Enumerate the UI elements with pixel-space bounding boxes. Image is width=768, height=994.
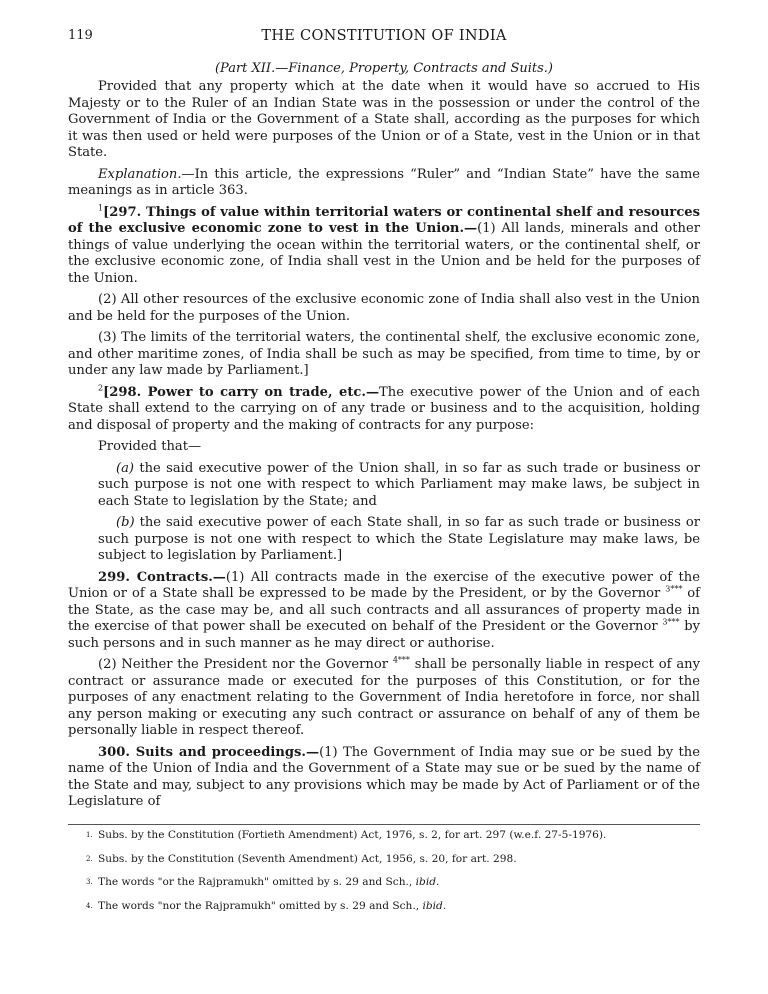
article-298-heading: [298. Power to carry on trade, etc.— [103, 384, 380, 400]
footnote-text: Subs. by the Constitution (Seventh Amendment) Act, 1956, s. 20, for art. 298. [98, 852, 517, 865]
article-300-text: (1) The Government of India may sue or be sued by the name of the Union of India and the Government of a State may sue or be sued by the name of the State and may, subject to any provisions which may be made by Act of Parliament or of the Legislature of [68, 744, 700, 809]
footnote-text: The words "or the Rajpramukh" omitted by s. 29 and Sch., [98, 876, 416, 888]
article-299-text-1b: of the State, as the case may be, and all such contracts and all assurances of property made in the exercise of that power shall be executed on behalf of the President or the Governor [68, 586, 700, 634]
page-number: 119 [68, 28, 93, 43]
footnote-ref-2: 2 [98, 383, 104, 393]
footnote-number: 1. [86, 831, 93, 839]
article-298-clause-a [68, 461, 700, 511]
omission-stars-1: *** [670, 584, 683, 594]
article-299-para-1 [68, 570, 700, 653]
explanation-text: —In this article, the expressions “Ruler” and “Indian State” have the same meanings as in article 363. [68, 166, 700, 198]
footnotes [86, 829, 700, 923]
footnote [86, 876, 700, 889]
article-299-text-1a: (1) All contracts made in the exercise of the executive power of the Union or of a State shall be expressed to be made by the President, or by the Governor [68, 569, 700, 601]
page-header [68, 28, 700, 48]
omission-stars-2: *** [667, 617, 680, 627]
document-title: THE CONSTITUTION OF INDIA [261, 28, 507, 44]
article-299-heading: 299. Contracts.— [98, 569, 226, 585]
explanation-paragraph [68, 167, 700, 200]
article-299-text-2b: shall be personally liable in respect of any contract or assurance made or executed for the purposes of this Constitution, or for the purposes of any enactment relating to the Government of India heretofore in force, nor shall any person making or executing any such contract or assurance on behalf of any of them be personally liable in respect thereof. [68, 657, 700, 738]
article-300-heading: 300. Suits and proceedings.— [98, 744, 320, 760]
footnote-ref-4: 4 [392, 655, 398, 665]
footnote [86, 829, 700, 842]
footnote-ref-1: 1 [98, 203, 104, 213]
footnote-number: 3. [86, 878, 93, 886]
footnote-text: The words "nor the Rajpramukh" omitted by s. 29 and Sch., [98, 899, 423, 912]
clause-a-label: (a) [116, 460, 135, 476]
proviso-paragraph: Provided that any property which at the date when it would have so accrued to His Majesty or to the Ruler of an Indian State was in the possession or under the control of the Government of India or the Government of a State shall, according as the purposes for which it was then used or held were purposes of the Union or of a State, vest in the Union or in that State. [68, 79, 700, 160]
footnote-divider [68, 824, 700, 825]
article-298-clause-b [68, 515, 700, 565]
article-298-text: The executive power of the Union and of each State shall extend to the carrying on of any trade or business and to the acquisition, holding and disposal of property and the making of contracts for any purpose: [68, 384, 700, 433]
article-297-heading: [297. Things of value within territorial waters or continental shelf and resources of the exclusive economic zone to vest in the Union.— [68, 204, 700, 236]
article-298-para [68, 385, 700, 435]
footnote-text: Subs. by the Constitution (Fortieth Amendment) Act, 1976, s. 2, for art. 297 (w.e.f. 27-5-1976). [98, 829, 607, 841]
footnote-ref-3b: 3 [662, 617, 668, 627]
clause-b-text: the said executive power of each State shall, in so far as such trade or business or such purpose is not one with respect to which the State Legislature may make laws, be subject to legislation by Parliament.] [98, 515, 700, 563]
footnote-ref-3: 3 [665, 584, 671, 594]
footnote-ibid: ibid. [422, 899, 447, 912]
body-text [68, 79, 700, 816]
footnote-number: 2. [86, 854, 93, 863]
article-297-para-3: (3) The limits of the territorial waters, the continental shelf, the exclusive economic zone, and other maritime zones, of India shall be such as may be specified, from time to time, by or under any law made by Parliament.] [68, 330, 700, 378]
footnote-ibid: ibid. [415, 876, 440, 888]
clause-a-text: the said executive power of the Union shall, in so far as such trade or business or such purpose is not one with respect to which Parliament may make laws, be subject in each State to legislation by the State; and [98, 460, 700, 509]
article-299-para-2 [68, 657, 700, 740]
article-298-proviso: Provided that— [98, 439, 202, 454]
article-297-para-2: (2) All other resources of the exclusive economic zone of India shall also vest in the Union and be held for the purposes of the Union. [68, 292, 700, 324]
article-297-para-1 [68, 205, 700, 288]
explanation-label: Explanation. [98, 166, 182, 182]
article-300-para [68, 745, 700, 811]
footnote [86, 900, 700, 913]
clause-b-label: (b) [116, 515, 135, 530]
footnote [86, 853, 700, 866]
part-heading: (Part XII.—Finance, Property, Contracts and Suits.) [214, 61, 553, 76]
article-299-text-1c: by such persons and in such manner as he may direct or authorise. [68, 619, 700, 651]
article-299-text-2a: (2) Neither the President nor the Governor [98, 657, 393, 672]
article-297-text-1: (1) All lands, minerals and other things of value underlying the ocean within the territorial waters, or the continental shelf, or the exclusive economic zone, of India shall vest in the Union and be held for the purposes of the Union. [68, 221, 700, 286]
footnote-number: 4. [86, 901, 93, 910]
omission-stars-3: *** [397, 655, 410, 665]
